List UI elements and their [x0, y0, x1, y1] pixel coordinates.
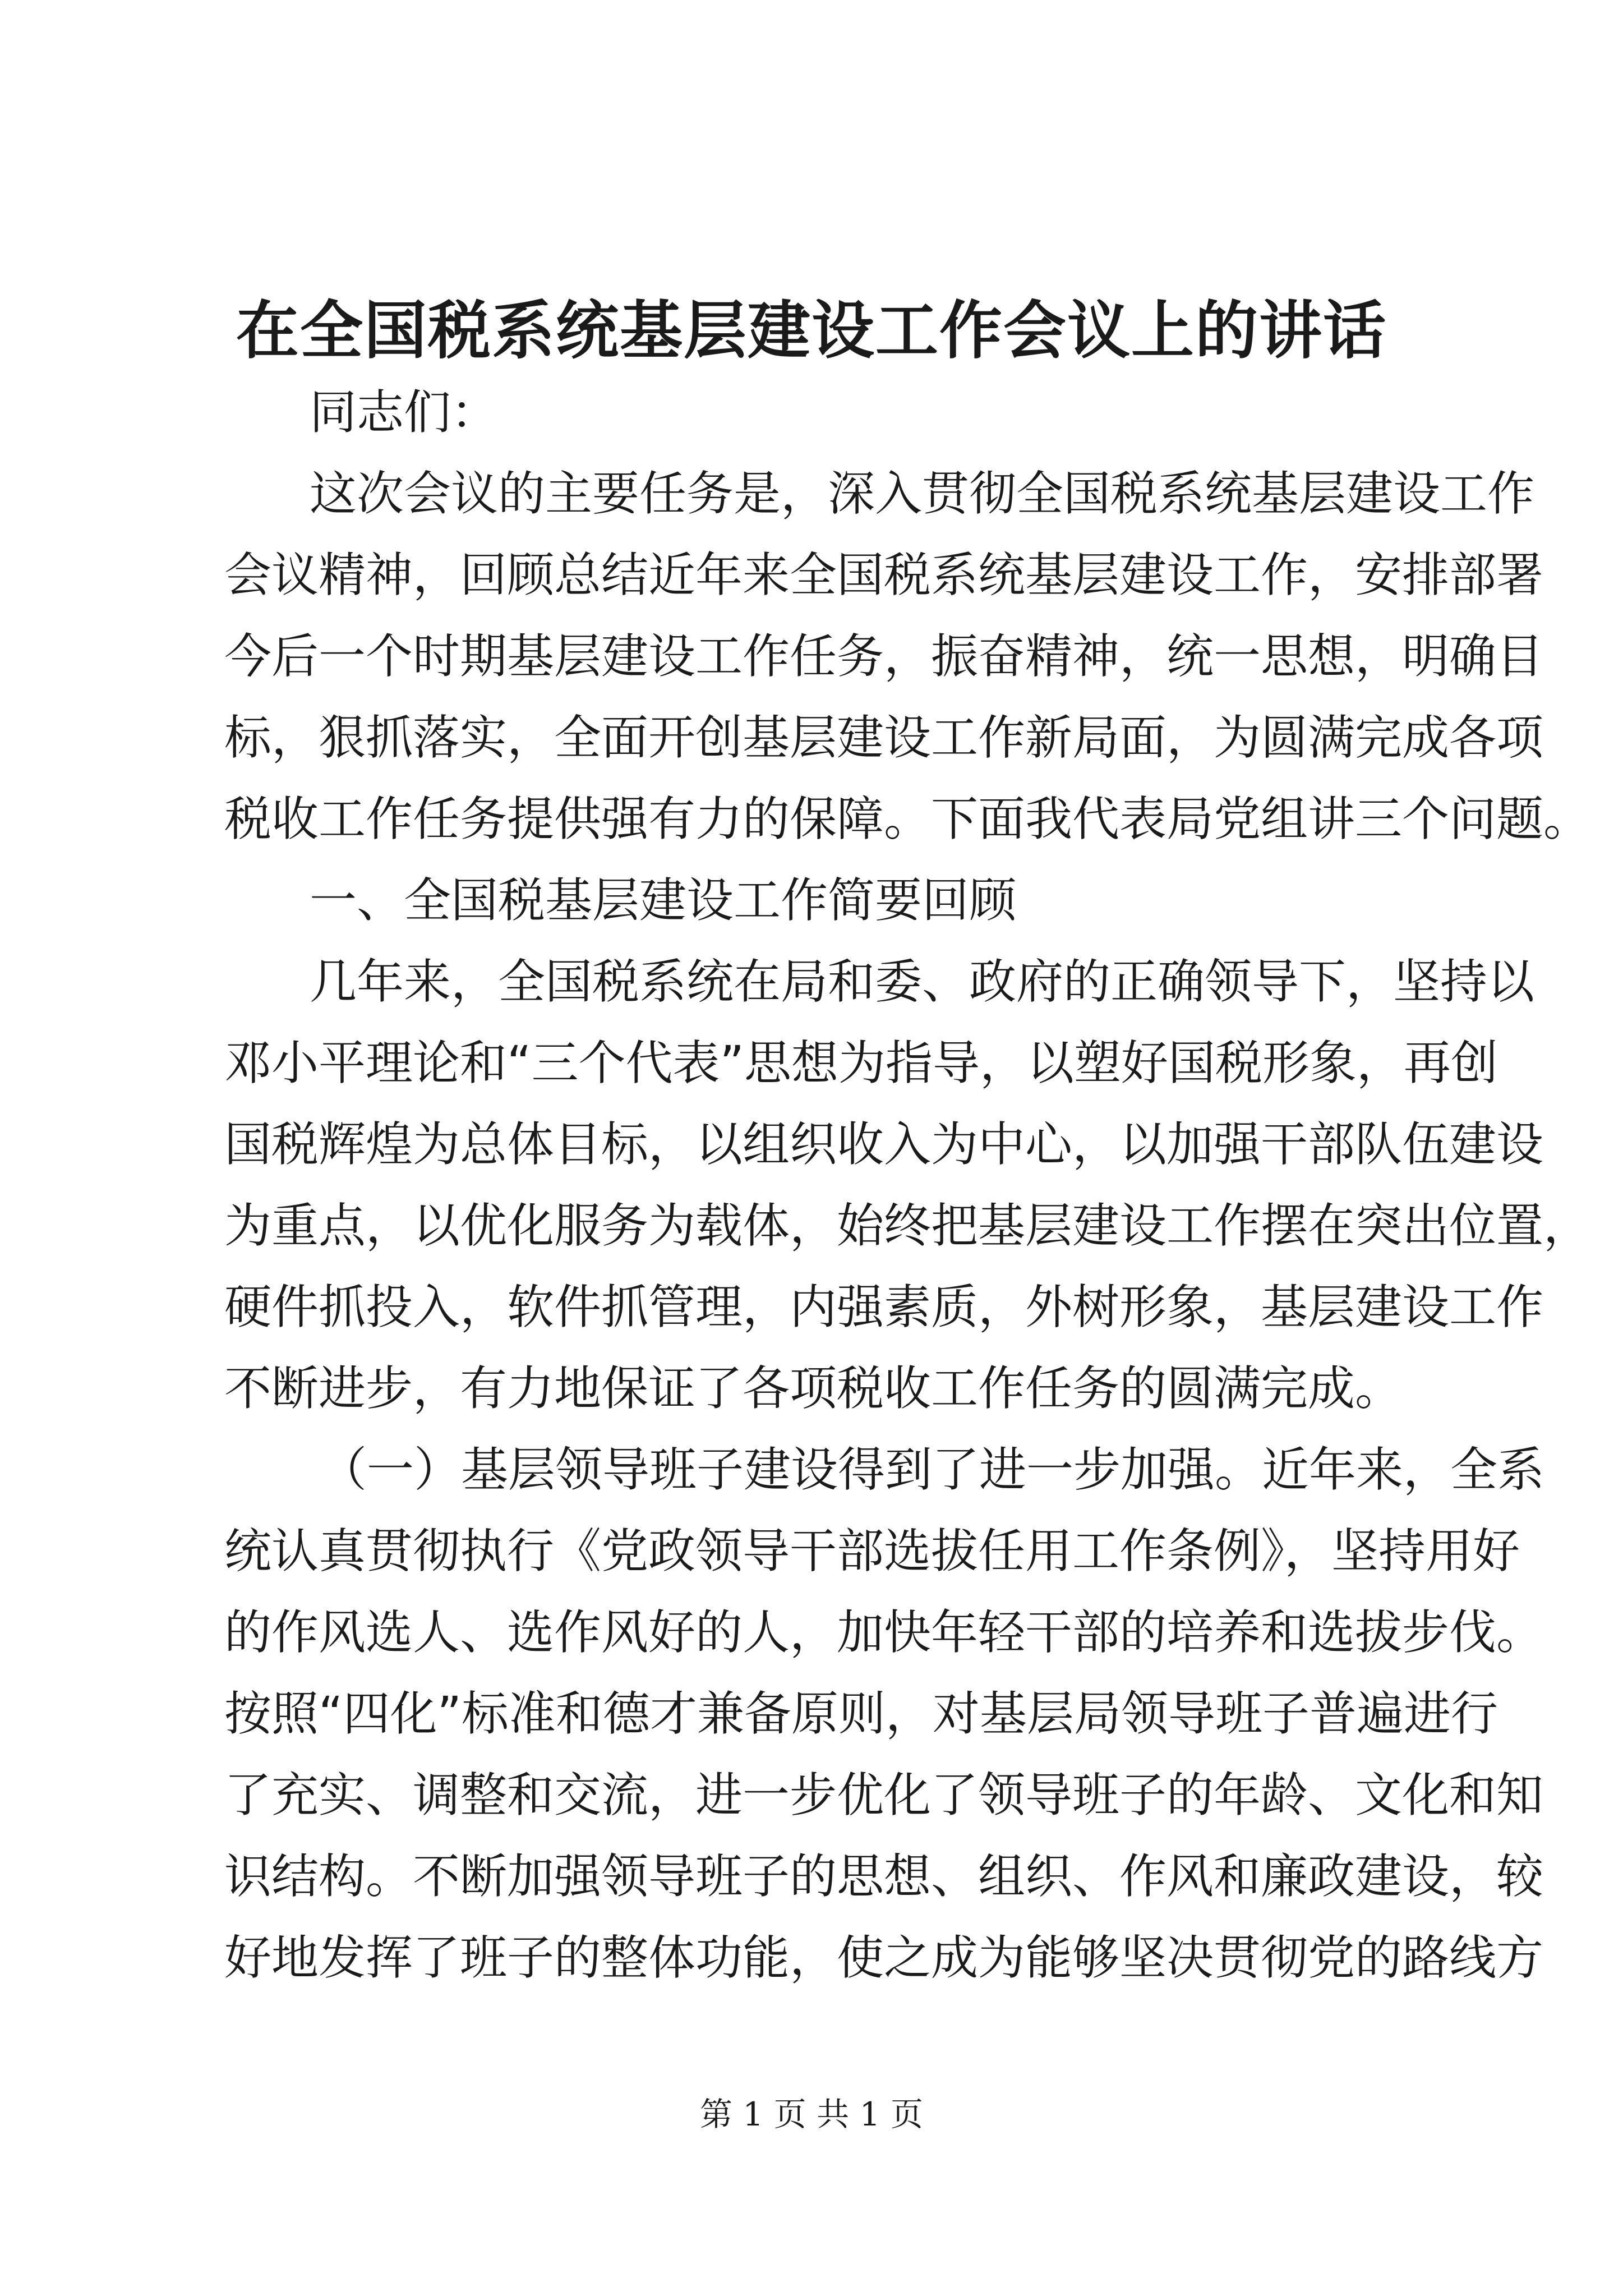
paragraph-line: 这次会议的主要任务是，深入贯彻全国税系统基层建设工作 — [310, 466, 1535, 521]
paragraph-line: 税收工作任务提供强有力的保障。下面我代表局党组讲三个问题。 — [224, 792, 1591, 846]
paragraph-line: 了充实、调整和交流，进一步优化了领导班子的年龄、文化和知 — [224, 1768, 1544, 1823]
paragraph-line: 今后一个时期基层建设工作任务，振奋精神，统一思想，明确目 — [224, 629, 1544, 684]
paragraph-line: 硬件抓投入，软件抓管理，内强素质，外树形象，基层建设工作 — [224, 1280, 1544, 1335]
page-footer: 第 1 页 共 1 页 — [700, 2095, 923, 2133]
paragraph-line: 为重点，以优化服务为载体，始终把基层建设工作摆在突出位置， — [224, 1198, 1591, 1253]
paragraph-line: 的作风选人、选作风好的人，加快年轻干部的培养和选拔步伐。 — [224, 1605, 1544, 1660]
section-heading: 一、全国税基层建设工作简要回顾 — [310, 873, 1017, 928]
paragraph-line: （一）基层领导班子建设得到了进一步加强。近年来，全系 — [320, 1442, 1545, 1497]
paragraph-line: 识结构。不断加强领导班子的思想、组织、作风和廉政建设，较 — [224, 1849, 1544, 1904]
paragraph-line: 邓小平理论和“三个代表”思想为指导，以塑好国税形象，再创 — [224, 1036, 1498, 1091]
paragraph-line: 不断进步，有力地保证了各项税收工作任务的圆满完成。 — [224, 1361, 1403, 1416]
paragraph-line: 标，狠抓落实，全面开创基层建设工作新局面，为圆满完成各项 — [224, 710, 1544, 765]
salutation: 同志们： — [310, 385, 499, 440]
paragraph-line: 会议精神，回顾总结近年来全国税系统基层建设工作，安排部署 — [224, 547, 1544, 602]
paragraph-line: 几年来，全国税系统在局和委、政府的正确领导下，坚持以 — [310, 954, 1535, 1009]
paragraph-line: 国税辉煌为总体目标，以组织收入为中心，以加强干部队伍建设 — [224, 1117, 1544, 1172]
paragraph-line: 按照“四化”标准和德才兼备原则，对基层局领导班子普遍进行 — [224, 1686, 1498, 1741]
document-title: 在全国税系统基层建设工作会议上的讲话 — [236, 294, 1387, 367]
paragraph-line: 统认真贯彻执行《党政领导干部选拔任用工作条例》，坚持用好 — [224, 1524, 1520, 1579]
paragraph-line: 好地发挥了班子的整体功能，使之成为能够坚决贯彻党的路线方 — [224, 1930, 1544, 1985]
